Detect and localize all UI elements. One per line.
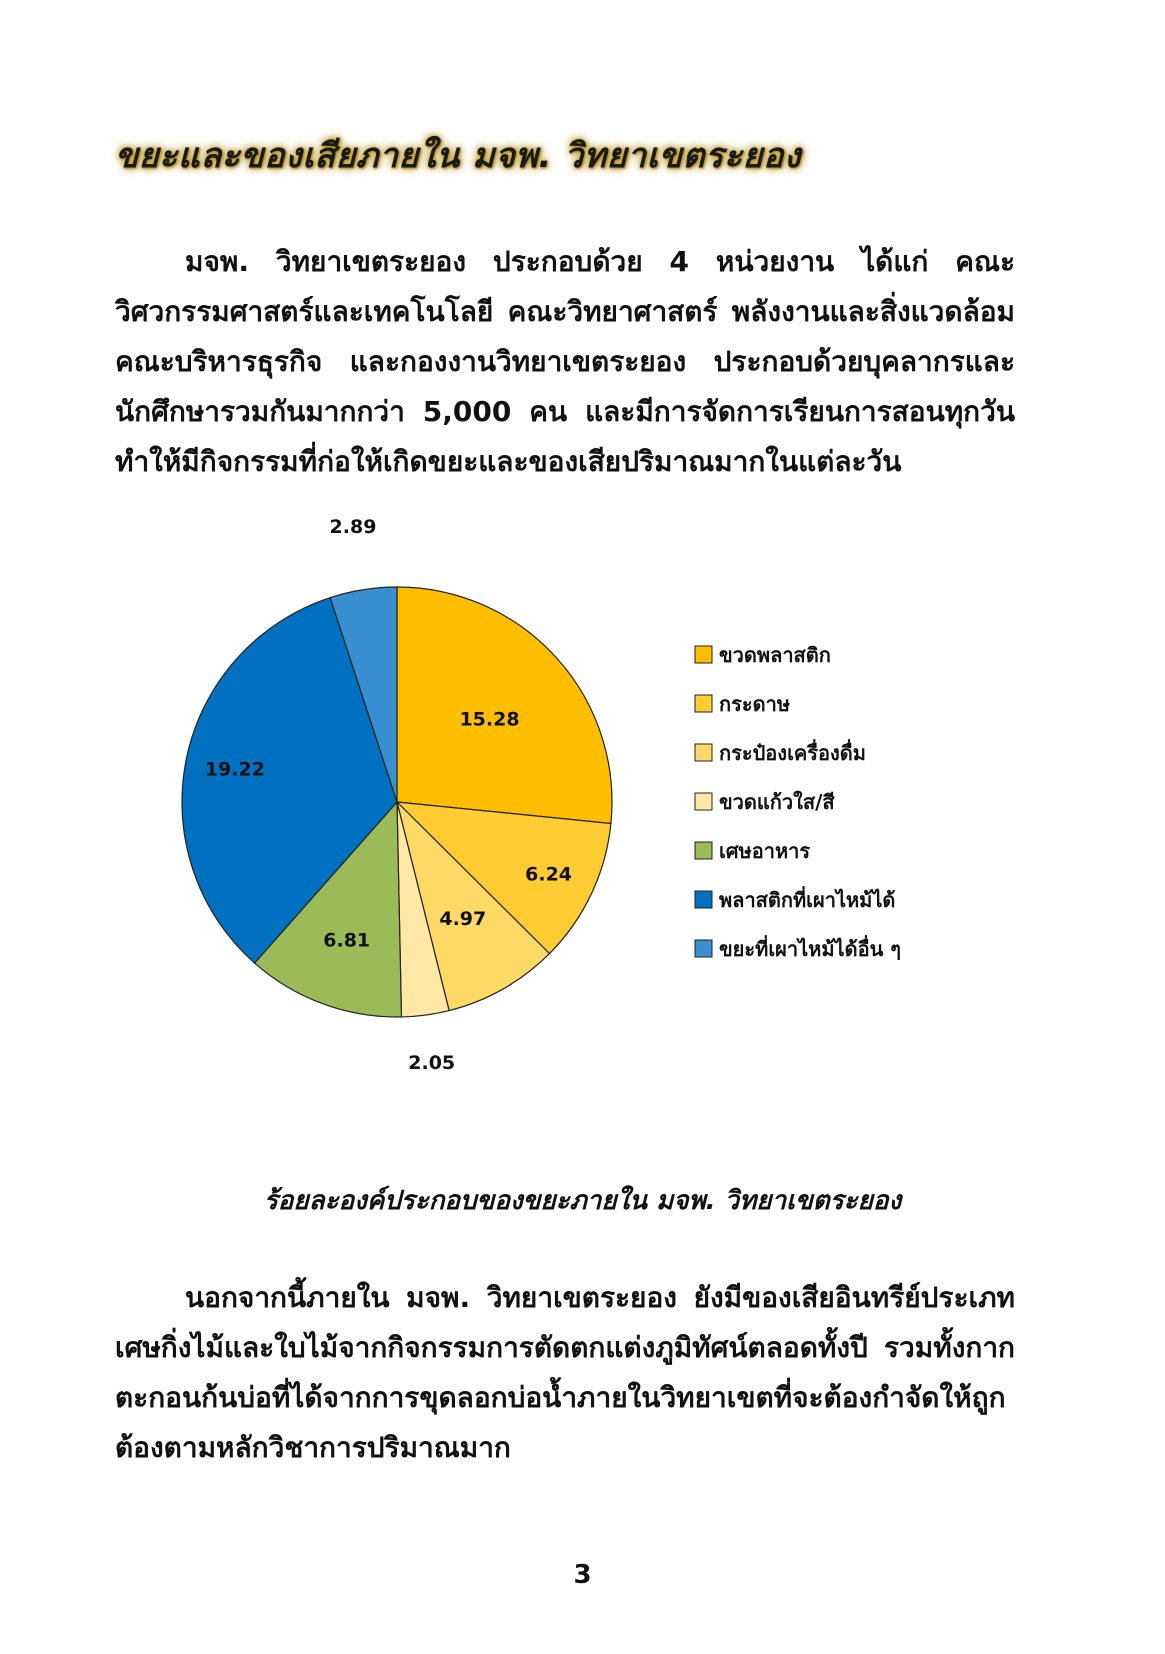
legend-swatch bbox=[695, 842, 712, 859]
legend-label: ขวดพลาสติก bbox=[719, 643, 831, 667]
legend-label: กระดาษ bbox=[719, 692, 790, 716]
slice-value-label: 2.05 bbox=[408, 1052, 456, 1074]
legend-swatch bbox=[695, 646, 712, 663]
legend-label: ขวดแก้วใส/สี bbox=[719, 790, 835, 814]
slice-value-label: 4.97 bbox=[439, 907, 487, 930]
chart-caption: ร้อยละองค์ประกอบของขยะภายใน มจพ. วิทยาเขตระยอง bbox=[263, 1186, 902, 1216]
chart-legend bbox=[695, 643, 901, 961]
slice-value-label: 19.22 bbox=[204, 758, 265, 781]
legend-swatch bbox=[695, 695, 712, 712]
followup-paragraph: นอกจากนี้ภายใน มจพ. วิทยาเขตระยอง ยังมีของเสียอินทรีย์ประเภทเศษกิ่งไม้และใบไม้จากกิจกรรมการตัดตกแต่งภูมิทัศน์ตลอดทั้งปี รวมทั้งกากตะกอนก้นบ่อที่ได้จากการขุดลอกบ่อน้ำภายในวิทยาเขตที่จะต้องกำจัดให้ถูกต้องตามหลักวิชาการปริมาณมาก bbox=[115, 1281, 1015, 1464]
waste-composition-chart bbox=[0, 516, 1165, 1130]
intro-paragraph: มจพ. วิทยาเขตระยอง ประกอบด้วย 4 หน่วยงาน ได้แก่ คณะวิศวกรรมศาสตร์และเทคโนโลยี คณะวิทยาศาสตร์ พลังงานและสิ่งแวดล้อม คณะบริหารธุรกิจ และกองงานวิทยาเขตระยอง ประกอบด้วยบุคลากรและนักศึกษารวมกันมากกว่า 5,000 คน และมีการจัดการเรียนการสอนทุกวันทำให้มีกิจกรรมที่ก่อให้เกิดขยะและของเสียปริมาณมากในแต่ละวัน bbox=[115, 245, 1015, 478]
legend-label: เศษอาหาร bbox=[719, 839, 811, 863]
slice-value-label: 6.81 bbox=[323, 929, 371, 952]
legend-swatch bbox=[695, 744, 712, 761]
page-number: 3 bbox=[573, 1560, 592, 1590]
legend-swatch bbox=[695, 940, 712, 957]
pie-chart-svg bbox=[0, 516, 1165, 1130]
slice-value-label: 6.24 bbox=[525, 863, 573, 886]
slice-value-label: 2.89 bbox=[329, 516, 377, 538]
pie-slice bbox=[397, 587, 612, 823]
pie-slices bbox=[182, 587, 612, 1017]
slice-value-label: 15.28 bbox=[459, 708, 520, 731]
legend-swatch bbox=[695, 793, 712, 810]
page-heading: ขยะและของเสียภายใน มจพ. วิทยาเขตระยอง bbox=[115, 136, 802, 176]
legend-label: ขยะที่เผาไหม้ได้อื่น ๆ bbox=[719, 937, 901, 961]
legend-label: กระป๋องเครื่องดื่ม bbox=[719, 741, 866, 765]
legend-swatch bbox=[695, 891, 712, 908]
legend-label: พลาสติกที่เผาไหม้ได้ bbox=[719, 888, 896, 912]
